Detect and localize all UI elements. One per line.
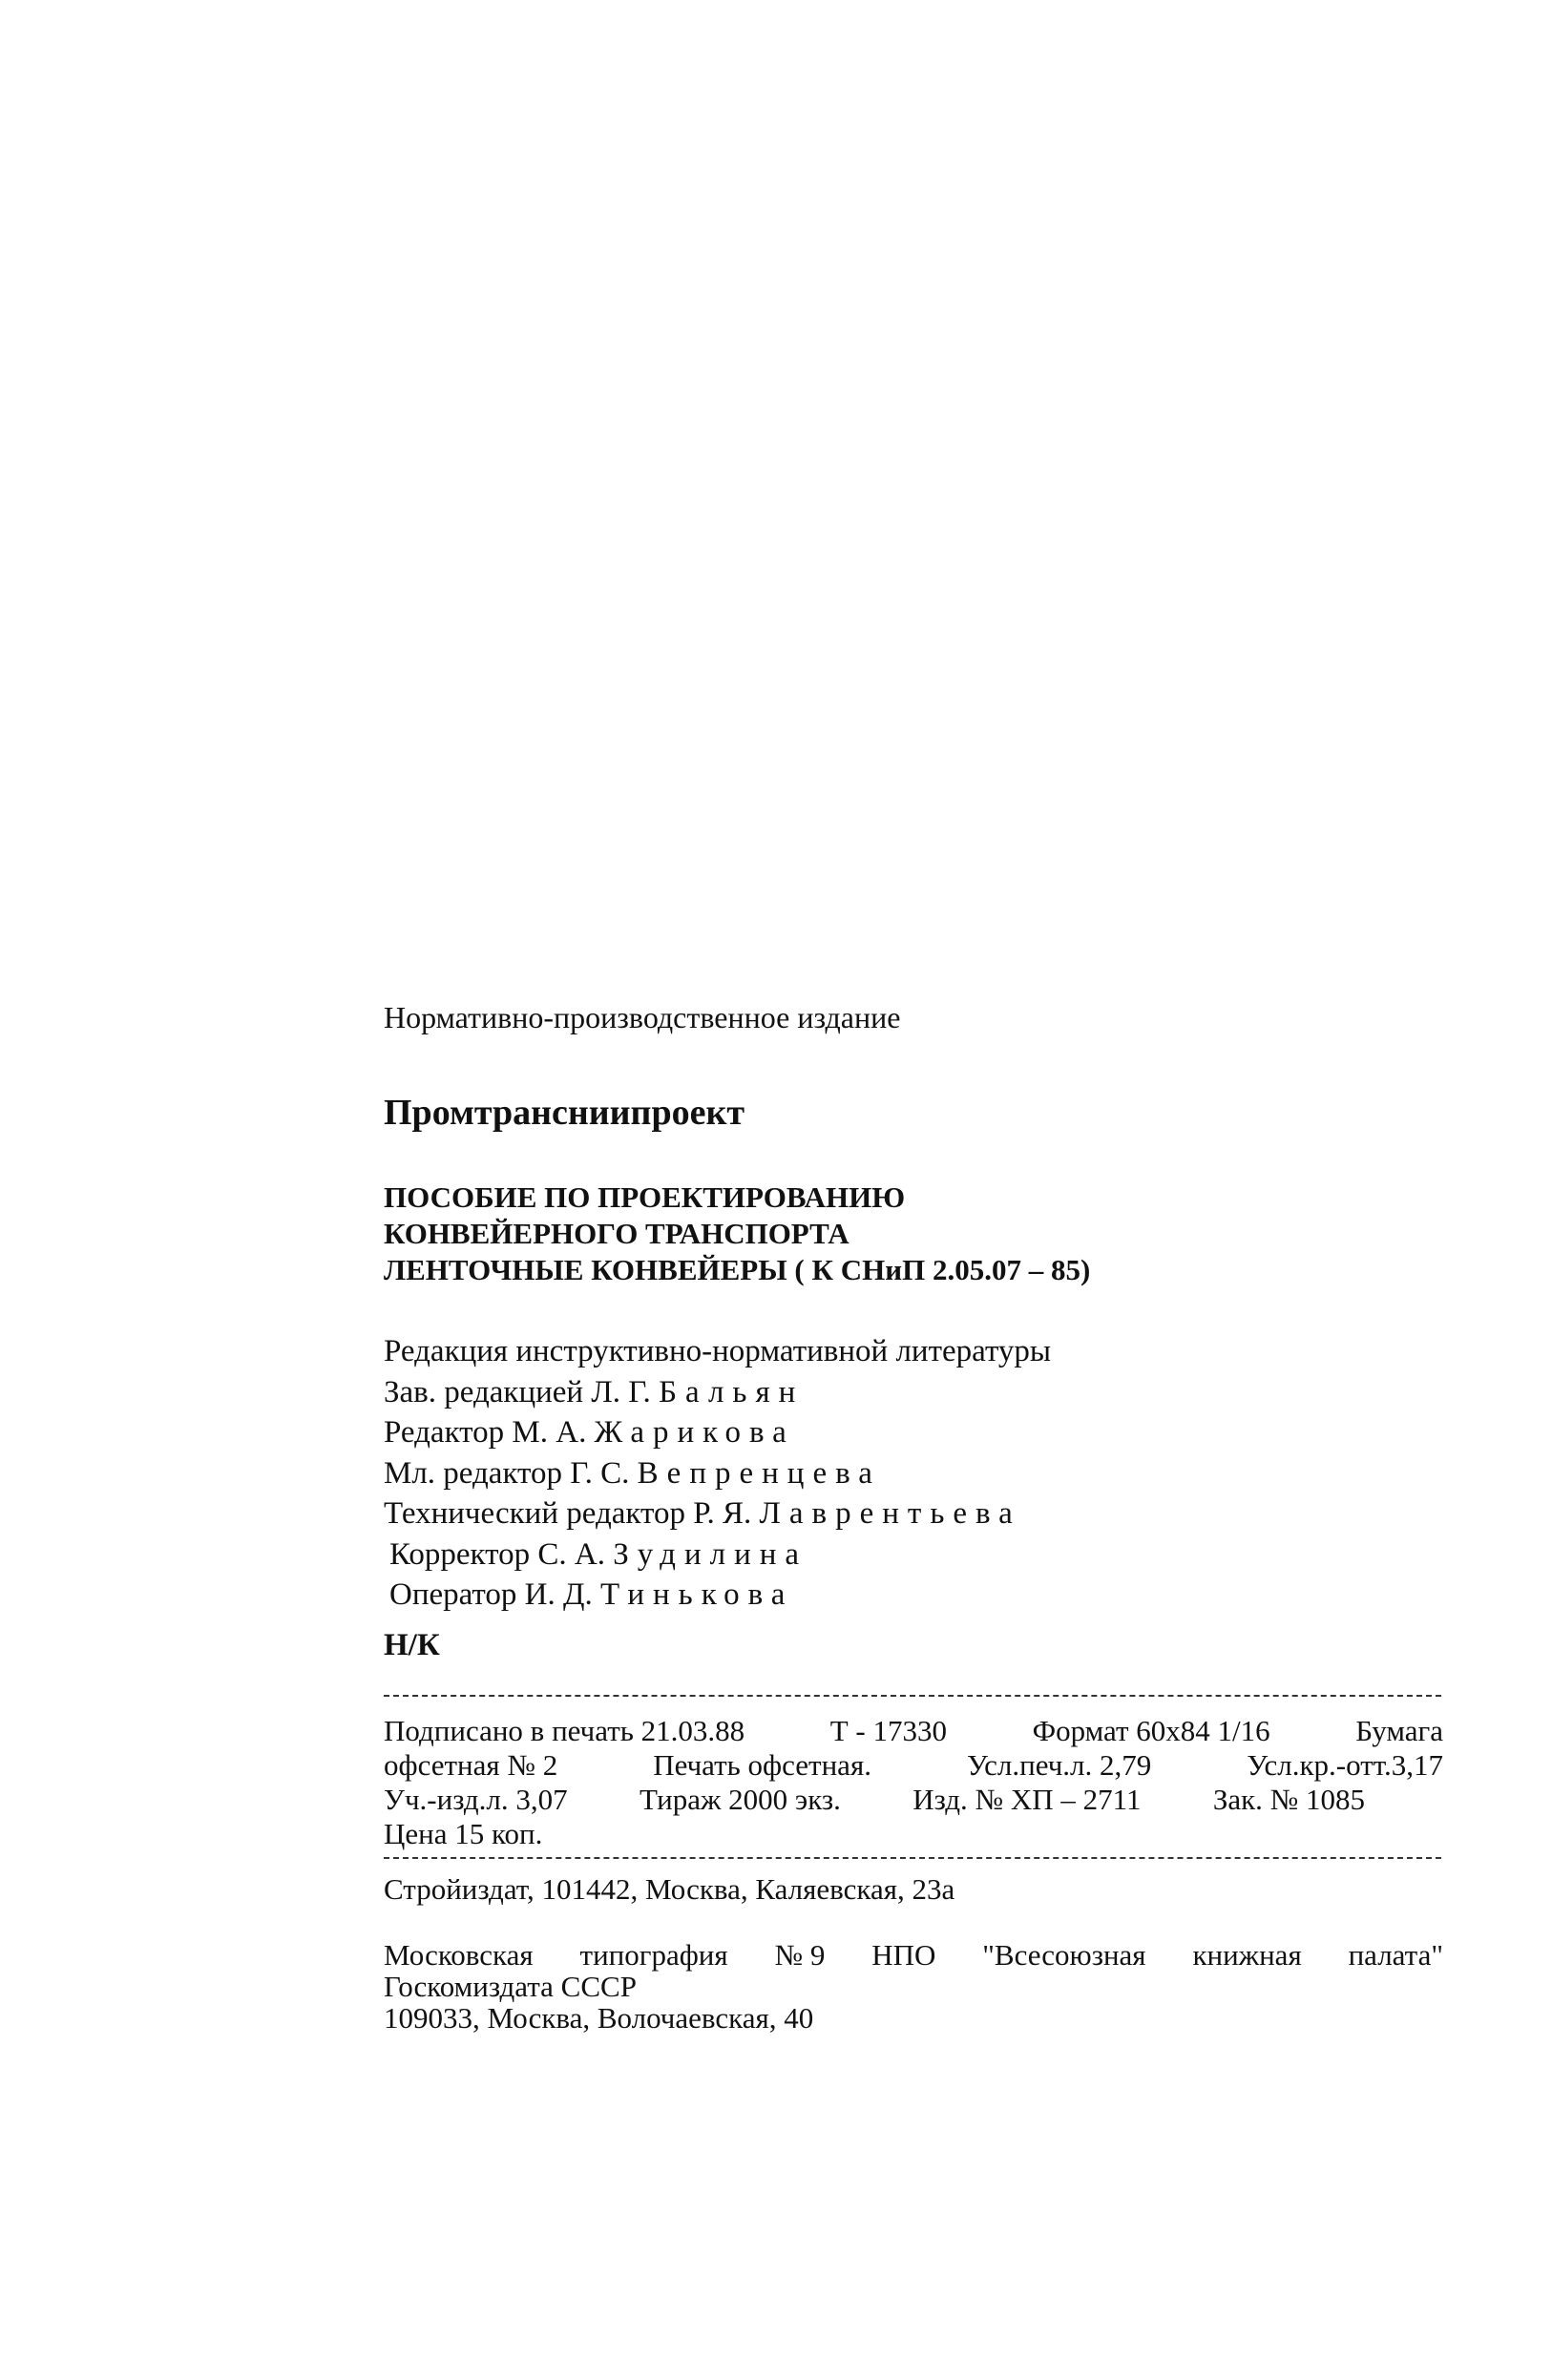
dashed-divider bbox=[384, 1695, 1441, 1697]
printer-line: 109033, Москва, Волочаевская, 40 bbox=[384, 2001, 814, 2035]
imprint-field: Тираж 2000 экз. bbox=[639, 1783, 841, 1816]
imprint-line bbox=[384, 1783, 1365, 1817]
staff-row bbox=[384, 1575, 1443, 1616]
printer-word: "Всесоюзная bbox=[982, 1938, 1146, 1972]
printer-block bbox=[384, 1939, 1443, 2034]
title-line: ЛЕНТОЧНЫЕ КОНВЕЙЕРЫ ( К СНиП 2.05.07 – 85) bbox=[384, 1253, 1091, 1286]
printer-word: типография bbox=[579, 1938, 728, 1972]
imprint-field: Подписано в печать 21.03.88 bbox=[384, 1714, 745, 1747]
staff-row bbox=[384, 1453, 1443, 1494]
print-imprint bbox=[384, 1714, 1443, 1851]
editorial-staff bbox=[384, 1331, 1443, 1616]
title-line: КОНВЕЙЕРНОГО ТРАНСПОРТА bbox=[384, 1217, 849, 1250]
staff-name: Жарикова bbox=[594, 1415, 795, 1450]
staff-role: Мл. редактор Г. С. bbox=[384, 1455, 630, 1491]
imprint-field: Уч.-изд.л. 3,07 bbox=[384, 1783, 568, 1816]
imprint-line bbox=[384, 1748, 1443, 1783]
edition-type: Нормативно-производственное издание bbox=[384, 1000, 901, 1034]
imprint-line bbox=[384, 1714, 1443, 1748]
printer-word: Московская bbox=[384, 1938, 534, 1972]
staff-role: Технический редактор Р. Я. bbox=[384, 1496, 752, 1531]
document-title bbox=[384, 1180, 1443, 1288]
staff-name: Зудилина bbox=[613, 1536, 808, 1572]
organization-name: Промтрансниипроект bbox=[384, 1093, 745, 1133]
price: Цена 15 коп. bbox=[384, 1817, 543, 1850]
imprint-field: Т - 17330 bbox=[829, 1714, 947, 1747]
staff-role: Редактор М. А. bbox=[384, 1415, 587, 1450]
imprint-field: Зак. № 1085 bbox=[1212, 1783, 1365, 1816]
edition-code: Н/К bbox=[384, 1628, 440, 1662]
imprint-field: Усл.кр.-отт.3,17 bbox=[1247, 1748, 1443, 1782]
staff-role: Оператор И. Д. bbox=[389, 1577, 593, 1612]
printer-word: палата" bbox=[1348, 1938, 1443, 1972]
editorial-department: Редакция инструктивно-нормативной литературы bbox=[384, 1334, 1052, 1368]
organization-block bbox=[384, 1091, 1443, 1135]
imprint-field: офсетная № 2 bbox=[384, 1748, 558, 1782]
printer-line: Госкомиздата СССР bbox=[384, 1970, 637, 2003]
staff-row bbox=[384, 1493, 1443, 1534]
staff-row bbox=[384, 1372, 1443, 1413]
printer-word: НПО bbox=[871, 1938, 936, 1972]
staff-role: Корректор С. А. bbox=[389, 1536, 605, 1572]
staff-row bbox=[384, 1412, 1443, 1453]
dashed-divider bbox=[384, 1857, 1441, 1859]
imprint-field: Усл.печ.л. 2,79 bbox=[966, 1748, 1152, 1782]
staff-role: Зав. редакцией Л. Г. bbox=[384, 1374, 651, 1409]
title-line: ПОСОБИЕ ПО ПРОЕКТИРОВАНИЮ bbox=[384, 1180, 906, 1214]
staff-name: Тинькова bbox=[600, 1577, 794, 1612]
imprint-field: Бумага bbox=[1355, 1714, 1443, 1747]
printer-word: книжная bbox=[1192, 1938, 1302, 1972]
edition-type-block bbox=[384, 998, 1443, 1036]
publisher-block bbox=[384, 1870, 1443, 1909]
printer-line bbox=[384, 1939, 1443, 1971]
imprint-field: Изд. № ХП – 2711 bbox=[912, 1783, 1142, 1816]
staff-name: Бальян bbox=[659, 1374, 805, 1409]
publisher-address: Стройиздат, 101442, Москва, Каляевская, 23а bbox=[384, 1872, 955, 1906]
imprint-field: Печать офсетная. bbox=[653, 1748, 871, 1782]
edition-code-block bbox=[384, 1626, 1443, 1664]
staff-name: Лаврентьева bbox=[759, 1496, 1021, 1531]
staff-row bbox=[384, 1534, 1443, 1576]
staff-name: Вепренцева bbox=[637, 1455, 881, 1491]
imprint-field: Формат 60х84 1/16 bbox=[1032, 1714, 1270, 1747]
printer-word: № 9 bbox=[774, 1938, 826, 1972]
